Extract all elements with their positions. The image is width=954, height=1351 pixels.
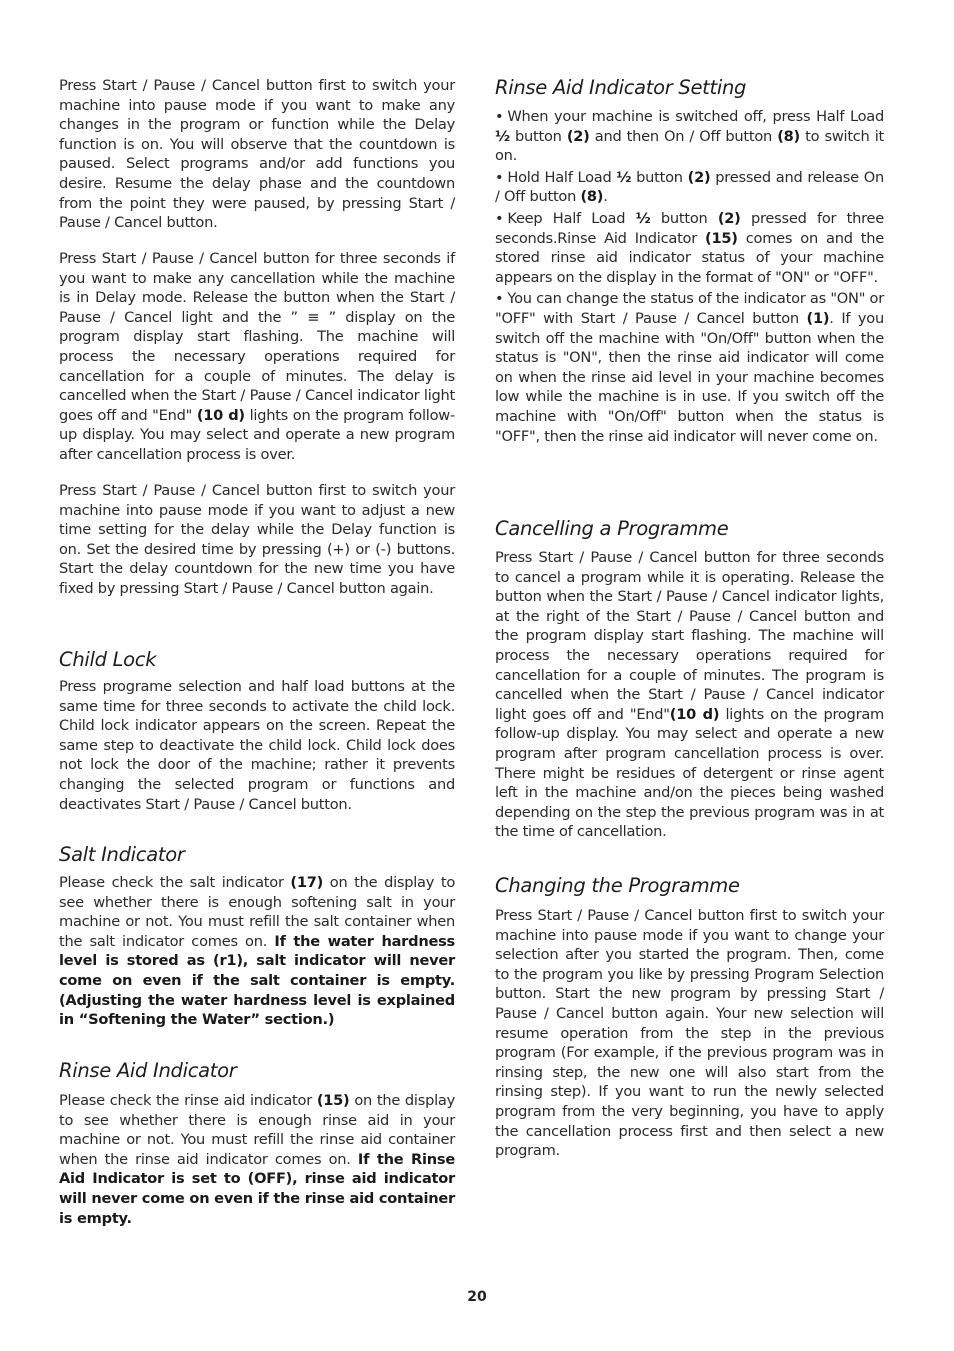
rinse-aid-indicator-paragraph: Please check the rinse aid indicator (15) on the display to see whether there is enough rinse aid in your machine or not. You must refill the rinse aid container when the rinse aid indicator comes on. If the Rinse Aid Indicator is set to (OFF), rinse aid indicator will never come on even if the rinse aid container is empty. [59, 1092, 455, 1227]
delay-adjust-section [59, 481, 455, 599]
salt-indicator-section [59, 842, 455, 1030]
delay-adjust-paragraph: Press Start / Pause / Cancel button first to switch your machine into pause mode if you want to adjust a new time setting for the delay while the Delay function is on. Set the desired time by pressing (+) or (-) buttons. Start the delay countdown for the new time you have fixed by pressing Start / Pause / Cancel button again. [59, 482, 455, 597]
delay-cancel-paragraph: Press Start / Pause / Cancel button for three seconds if you want to make any cancellation while the machine is in Delay mode. Release the button when the Start / Pause / Cancel light and the ” ≡ ” display on the program display start flashing. The machine will process the necessary operations required for cancellation for a couple of minutes. The delay is cancelled when the Start / Pause / Cancel indicator light goes off and "End" (10 d) lights on the program follow-up display. You may select and operate a new program after cancellation process is over. [59, 250, 455, 463]
delay-pause-section [59, 76, 455, 233]
salt-warning: If the water hardness level is stored as (r1), salt indicator will never come on even if the salt container is empty. (Adjusting the water hardness level is explained in “Softening the Water” section.) [59, 932, 455, 1029]
bullet-item: • Hold Half Load ½ button (2) pressed and release On / Off button (8). [495, 168, 884, 206]
rinse-aid-setting-bullets [495, 107, 884, 446]
salt-indicator-heading: Salt Indicator [59, 843, 185, 866]
rinse-aid-setting-section [495, 75, 884, 446]
bullet-icon: • [495, 209, 504, 227]
changing-paragraph: Press Start / Pause / Cancel button first to switch your machine into pause mode if you want to change your selection after you started the program. Then, come to the program you like by pressing Program Selection button. Start the new program by pressing Start / Pause / Cancel button again. Your new selection will resume operation from the step in the previous program (For example, if the previous program was in rinsing step, the new one will also start from the rinsing step). If you want to run the newly selected program from the very beginning, you have to apply the cancellation process first and then select a new program. [495, 907, 884, 1160]
child-lock-paragraph: Press programe selection and half load buttons at the same time for three seconds to activate the child lock. Child lock indicator appears on the screen. Repeat the same step to deactivate the child lock. Child lock does not lock the door of the machine; rather it prevents changing the selected program or functions and deactivates Start / Pause / Cancel button. [59, 678, 455, 813]
cancelling-heading: Cancelling a Programme [495, 517, 729, 540]
cancelling-paragraph: Press Start / Pause / Cancel button for three seconds to cancel a program while it is operating. Release the button when the Start / Pause / Cancel indicator lights, at the right of the Start / Pause / Cancel button and the program display start flashing. The machine will process the necessary operations required for cancellation for a couple of minutes. The program is cancelled when the Start / Pause / Cancel indicator light goes off and "End"(10 d) lights on the program follow-up display. You may select and operate a new program after program cancellation process is over. There might be residues of detergent or rinse agent left in the machine and/on the pieces being washed depending on the step the previous program was in at the time of cancellation. [495, 549, 884, 841]
bullet-icon: • [495, 108, 504, 125]
rinse-aid-indicator-heading: Rinse Aid Indicator [59, 1059, 237, 1082]
reference-10d: (10 d) [196, 406, 245, 424]
changing-heading: Changing the Programme [495, 874, 740, 897]
reference-17: (17) [290, 874, 324, 891]
salt-indicator-paragraph: Please check the salt indicator (17) on the display to see whether there is enough softening salt in your machine or not. You must refill the salt container when the salt indicator comes on. If the water hardness level is stored as (r1), salt indicator will never come on even if the salt container is empty. (Adjusting the water hardness level is explained in “Softening the Water” section.) [59, 874, 456, 1029]
bullet-item: • When your machine is switched off, press Half Load ½ button (2) and then On / Off button (8) to switch it on. [495, 108, 885, 165]
rinse-aid-setting-heading: Rinse Aid Indicator Setting [495, 76, 747, 99]
cancelling-section [495, 516, 884, 842]
bullet-icon: • [495, 168, 504, 186]
bullet-item: • Keep Half Load ½ button (2) pressed for three seconds.Rinse Aid Indicator (15) comes on and the stored rinse aid indicator status of your machine appears on the display in the format of "ON" or "OFF". [495, 209, 884, 286]
delay-pause-paragraph: Press Start / Pause / Cancel button first to switch your machine into pause mode if you want to make any changes in the program or function while the Delay function is on. You will observe that the countdown is paused. Select programs and/or add functions you desire. Resume the delay phase and the countdown from the point they were paused, by pressing Start / Pause / Cancel button. [59, 77, 455, 232]
bullet-icon: • [495, 290, 504, 308]
child-lock-section [59, 647, 455, 814]
page-number: 20 [467, 1289, 487, 1305]
reference-15: (15) [316, 1092, 350, 1109]
changing-section [495, 873, 884, 1161]
rinse-aid-indicator-section [59, 1058, 455, 1228]
delay-cancel-section [59, 249, 455, 465]
bullet-item: • You can change the status of the indicator as "ON" or "OFF" with Start / Pause / Cancel button (1). If you switch off the machine with "On/Off" button when the status is "ON", then the rinse aid indicator will come on when the rinse aid level in your machine becomes low while the machine is in use. If you switch off the machine with "On/Off" button when the status is "OFF", then the rinse aid indicator will never come on. [495, 290, 884, 445]
rinse-aid-warning: If the Rinse Aid Indicator is set to (OFF), rinse aid indicator will never come on even if the rinse aid container is empty. [59, 1150, 455, 1227]
child-lock-heading: Child Lock [59, 648, 157, 671]
reference-10d: (10 d) [669, 705, 720, 723]
